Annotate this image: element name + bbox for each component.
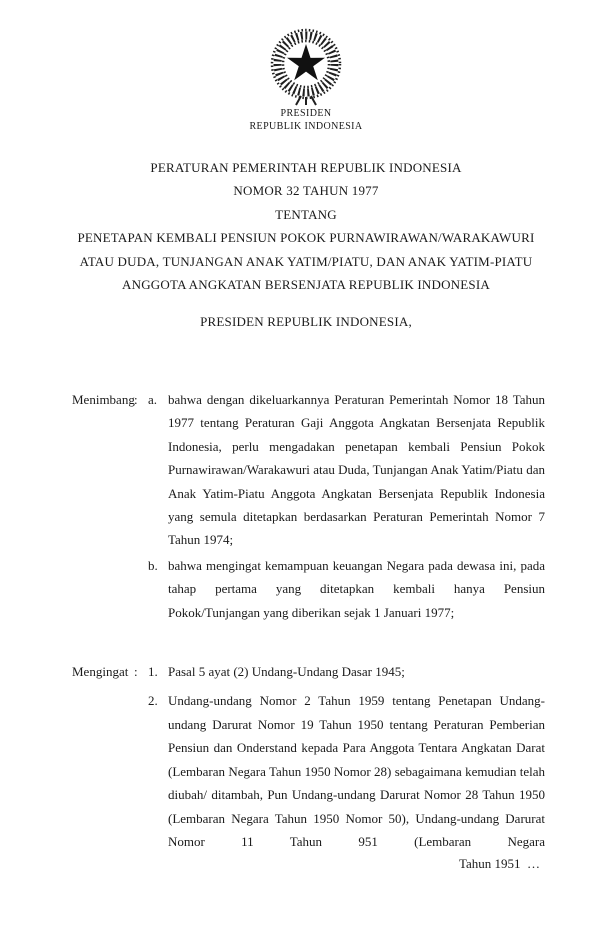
- title-line-1: PERATURAN PEMERINTAH REPUBLIK INDONESIA: [150, 160, 462, 175]
- item-marker: 2.: [148, 693, 158, 709]
- star-icon: [287, 44, 325, 80]
- page-catchword: Tahun 1951 …: [458, 856, 540, 871]
- regulation-title: [0, 156, 612, 296]
- mengingat-item-1: [72, 660, 545, 683]
- title-line-5: ATAU DUDA, TUNJANGAN ANAK YATIM/PIATU, DAN ANAK YATIM-PIATU: [79, 253, 533, 269]
- menimbang-item-a: [72, 388, 545, 552]
- letterhead-republik-indonesia: REPUBLIK INDONESIA: [249, 120, 363, 132]
- item-text: bahwa dengan dikeluarkannya Peraturan Pemerintah Nomor 18 Tahun 1977 tentang Peraturan Gaji Anggota Angkatan Bersenjata Republik Indonesia, perlu mengadakan penetapan kembali Pensiun Pokok Purnawirawan/Warakawuri atau Duda, Tunjangan Anak Yatim/Piatu dan Anak Yatim-Piatu Anggota Angkatan Bersenjata Republik Indonesia yang semula ditetapkan berdasarkan Peraturan Pemerintah Nomor 7 Tahun 1974;: [168, 392, 545, 548]
- title-line-2: NOMOR 32 TAHUN 1977: [233, 183, 379, 199]
- item-marker: a.: [148, 392, 158, 407]
- section-label-mengingat: Mengingat: [72, 664, 129, 680]
- letterhead-presiden: PRESIDEN: [280, 108, 332, 119]
- item-marker: b.: [148, 557, 158, 573]
- letterhead: [0, 108, 612, 133]
- title-line-4: PENETAPAN KEMBALI PENSIUN POKOK PURNAWIRAWAN/WARAKAWURI: [77, 230, 535, 246]
- colon: :: [134, 392, 138, 407]
- title-line-6: ANGGOTA ANGKATAN BERSENJATA REPUBLIK INDONESIA: [122, 277, 490, 293]
- mengingat-item-2: [72, 689, 545, 853]
- section-label-menimbang: Menimbang: [72, 392, 135, 407]
- item-marker: 1.: [148, 664, 158, 680]
- salutation: PRESIDEN REPUBLIK INDONESIA,: [200, 314, 412, 329]
- title-line-3: TENTANG: [275, 206, 337, 222]
- presidential-seal-icon: [260, 24, 352, 108]
- item-text: bahwa mengingat kemampuan keuangan Negara pada dewasa ini, pada tahap pertama yang ditetapkan kembali hanya Pensiun Pokok/Tunjangan yang diberikan sejak 1 Januari 1977;: [168, 557, 545, 620]
- document-body: [72, 388, 545, 853]
- item-text: Undang-undang Nomor 2 Tahun 1959 tentang Penetapan Undang-undang Darurat Nomor 19 Tahun 1950 tentang Peraturan Pemberian Pensiun dan Onderstand kepada Para Anggota Tentara Angkatan Darat (Lembaran Negara Tahun 1950 Nomor 28) sebagaimana kemudian telah diubah/ ditambah, Pun Undang-undang Darurat Nomor 28 Tahun 1950 (Lembaran Negara Tahun 1950 Nomor 50), Undang-undang Darurat Nomor 11 Tahun 951 (Lembaran Negara: [168, 693, 545, 849]
- item-text: Pasal 5 ayat (2) Undang-Undang Dasar 1945;: [168, 664, 405, 680]
- menimbang-item-b: [72, 554, 545, 624]
- colon: :: [134, 664, 138, 680]
